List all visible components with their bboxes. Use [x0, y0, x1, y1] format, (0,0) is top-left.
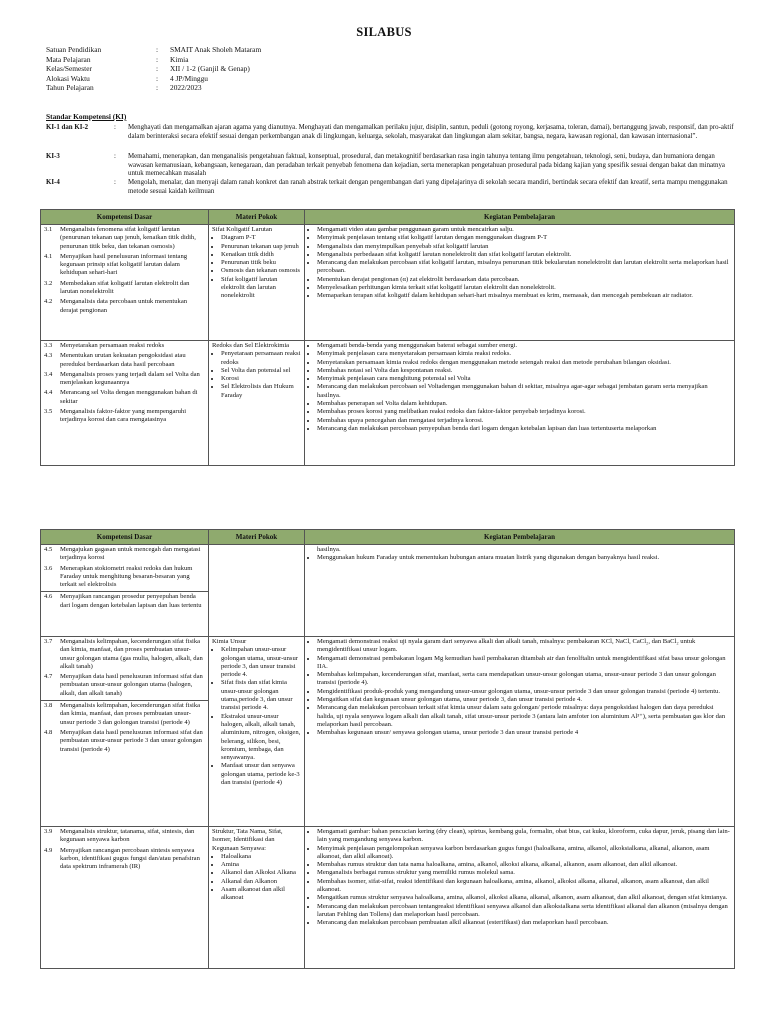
kd-item: [44, 565, 205, 590]
kd-item: [44, 389, 205, 406]
kd-item: [44, 546, 205, 563]
info-row: [46, 64, 261, 74]
kp-list: [308, 638, 731, 738]
header-kompetensi-dasar: Kompetensi Dasar: [41, 210, 209, 225]
kd-item: [44, 352, 205, 369]
table-row: [41, 545, 735, 637]
info-row: [46, 55, 261, 65]
kp-list: [308, 226, 731, 301]
kd-text: Mengajukan gagasan untuk mencegah dan mengatasi terjadinya korosi: [60, 546, 201, 562]
identity-block: [46, 45, 261, 93]
kd-number: 3.7: [44, 638, 53, 645]
info-value: 2022/2023: [170, 83, 202, 93]
mp-title: Sifat Koligatif Larutan: [212, 226, 273, 233]
kd-number: 4.3: [44, 352, 53, 360]
ki-text: Menghayati dan mengamalkan ajaran agama yang dianutnya. Menghayati dan mengamalkan perilaku jujur, disiplin, santun, peduli (gotong royong, kerjasama, toleran, damai), bertanggung jawab, responsif, dan pro-aktif dalam berinteraksi secara efektif sesuai dengan perkembangan anak di lingkungan, keluarga, sekolah, masyarakat dan lingkungan alam sekitar, bangsa, negara, kawasan regional, dan kawasan internasional”.: [128, 124, 734, 140]
kp-item: • Mengamati demonstrasi reaksi uji nyala garam dari senyawa alkali dan alkali tanah, misalnya: pembakaran KCl, NaCl, CaCl₂, dan BaCl₂ untuk mengidentifikasi unsur logam.: [317, 638, 731, 655]
info-colon: :: [156, 83, 159, 93]
kd-text: Menganalisis fenomena sifat koligatif larutan (penurunan tekanan uap jenuh, kenaikan titik didih, penurunan titik beku, dan tekanan osmosis): [60, 226, 196, 250]
kd-text: Menyajikan data hasil penelusuran informasi sifat dan pembuatan unsur-unsur golongan utama (halogen, alkali, dan alkali tanah): [60, 673, 203, 697]
kd-item: [44, 342, 205, 350]
ki-colon: :: [114, 179, 116, 186]
kd-text: Menyajikan data hasil penelusuran informasi sifat dan pembuatan unsur-unsur periode 3 dan unsur golongan transisi (periode 4): [60, 728, 203, 753]
ki-text: Memahami, menerapkan, dan menganalisis pengetahuan faktual, konseptual, prosedural, dan metakognitif berdasarkan rasa ingin tahunya tentang ilmu pengetahuan, teknologi, seni, budaya, dan humaniora dengan wawasan kemanusiaan, kebangsaan, kenegaraan, dan peradaban terkait penyebab fenomena dan kejadian, serta menerapkan pengetahuan prosedural pada bidang kajian yang spesifik sesuai dengan bakat dan minatnya untuk memecahkan masalah: [128, 153, 725, 178]
kd-cell: [41, 827, 209, 969]
mp-item: • Haloalkana: [221, 853, 301, 861]
kd-number: 3.4: [44, 370, 53, 378]
kd-cell: [41, 545, 209, 637]
kd-text: Menganalisis faktor-faktor yang mempengaruhi terjadinya korosi dan cara mengatasinya: [60, 408, 187, 424]
mp-cell: [209, 545, 305, 637]
mp-title: Redoks dan Sel Elektrokimia: [212, 342, 290, 349]
mp-item: • Sifat koligatif larutan elektrolit dan larutan nonelektrolit: [221, 276, 301, 301]
kp-cell: [305, 225, 735, 341]
kp-item: • Membahas isomer, sifat-sifat, reaksi identifikasi dan kegunaan haloalkana, amina, alkanol, alkoksi alkana, alkanal, alkanon, asam alkanoat, dan alkil alkanoat.: [317, 878, 731, 895]
kd-number: 3.9: [44, 828, 53, 835]
table-row: [41, 827, 735, 969]
kd-cell: [41, 341, 209, 466]
kp-continued: hasilnya.: [317, 546, 341, 553]
kp-list: [308, 828, 731, 928]
mp-item: • Sel Volta dan potensial sel: [221, 367, 301, 375]
header-kompetensi-dasar: Kompetensi Dasar: [41, 530, 209, 545]
kp-cell: [305, 827, 735, 969]
ki-colon: :: [114, 124, 116, 131]
kp-item: • Menyimak penjelasan tentang sifat koligatif larutan dengan menggunakan diagram P-T: [317, 234, 731, 242]
kp-item: • Menyimak penjelasan pengelompokan senyawa karbon berdasarkan gugus fungsi (haloalkana, amina, alkanol, alkoksialkana, alkanal, alkanon, asam alkanoat, dan alkil alkanoat).: [317, 845, 731, 862]
kp-item: • Menyimak penjelasan cara menghitung potensial sel Volta: [317, 375, 731, 383]
kd-number: 4.9: [44, 846, 53, 854]
kd-text: Menyetarakan persamaan reaksi redoks: [60, 342, 165, 349]
kp-item: • Merancang dan melakukan percobaan penyepuhan benda dari logam dengan ketebalan lapisan dan luas tertentuserta melaporkan: [317, 425, 731, 433]
kp-item: • Merancang dan melakukan percobaan terkait sifat kimia unsur dalam satu golongan/ periode misalnya: daya pengoksidasi halogen dan daya pereduksi halida, uji nyala senyawa logam alkali dan alkali tanah, sifat unsur-unsur periode 3 (antara lain amfoter ion aluminium Al³⁺), serta pembuatan gas klor dan melaporkan hasil percobaan.: [317, 704, 731, 729]
kp-item: • Menganalisis berbagai rumus struktur yang memiliki rumus molekul sama.: [317, 869, 731, 877]
kp-item: • Mengaitkan rumus struktur senyawa haloalkana, amina, alkanol, alkoksi alkana, alkanal, alkanon, asam alkanoat, dan alkil alkanoat, dengan sifat kimianya.: [317, 894, 731, 902]
kp-list: [308, 554, 731, 562]
kp-item: • Merancang dan melakukan percobaan sel Voltadengan menggunakan bahan di sekitar, misalnya agar-agar sebagai jembatan garam serta menyajikan hasilnya.: [317, 383, 731, 400]
kp-item: • Menggunakan hukum Faraday untuk menentukan hubungan antara muatan listrik yang digunakan dengan banyaknya hasil reaksi.: [317, 554, 731, 562]
mp-list: [212, 350, 301, 400]
kd-number: 3.5: [44, 408, 53, 416]
kd-text: Merancang sel Volta dengan menggunakan bahan di sekitar: [60, 389, 198, 405]
kd-text: Menganalisis struktur, tatanama, sifat, sintesis, dan kegunaan senyawa karbon: [60, 828, 195, 844]
kp-item: • Membahas kegunaan unsur/ senyawa golongan utama, unsur periode 3 dan unsur transisi periode 4: [317, 729, 731, 737]
mp-item: • Diagram P-T: [221, 234, 301, 242]
mp-cell: [209, 341, 305, 466]
kp-item: • Mengamati benda-benda yang menggunakan baterai sebagai sumber energi.: [317, 342, 731, 350]
header-materi-pokok: Materi Pokok: [209, 530, 305, 545]
page-title: SILABUS: [356, 25, 412, 39]
info-row: [46, 74, 261, 84]
kd-number: 3.1: [44, 226, 53, 233]
kd-number: 3.6: [44, 564, 53, 572]
mp-item: • Sifat fisis dan sifat kimia unsur-unsur golongan utama,periode 3, dan unsur transisi periode 4.: [221, 679, 301, 712]
kp-item: • Mengamati gambar: bahan pencucian kering (dry clean), spirtus, kembang gula, formalin, obat bius, cat kuku, kloroform, cuka dapur, jeruk, pisang dan lain-lain yang mengandung senyawa karbon.: [317, 828, 731, 845]
info-label: Mata Pelajaran: [46, 54, 91, 64]
mp-item: • Alkanol dan Alkoksi Alkana: [221, 869, 301, 877]
kd-item: [44, 253, 205, 278]
kd-cell: [41, 225, 209, 341]
kd-item: [44, 638, 205, 671]
kd-number: 4.2: [44, 298, 53, 306]
header-materi-pokok: Materi Pokok: [209, 210, 305, 225]
kp-item: • Membahas notasi sel Volta dan kespontanan reaksi.: [317, 367, 731, 375]
info-row: [46, 83, 261, 93]
table-row: [41, 225, 735, 341]
kp-item: • Mengamati video atau gambar penggunaan garam untuk mencairkan salju.: [317, 226, 731, 234]
kd-number: 4.1: [44, 252, 53, 260]
kd-number: 3.3: [44, 342, 53, 349]
kd-text: Menganalisis kelimpahan, kecenderungan sifat fisika dan kimia, manfaat, dan proses pembuatan unsur-unsur golongan utama (gas mulia, halogen, alkali, dan alkali tanah): [60, 638, 203, 670]
kp-item: • Mengamati demonstrasi pembakaran logam Mg kemudian hasil pembakaran ditambah air dan fenolftalin untuk mengidentifikasi sifat basa unsur golongan IIA.: [317, 655, 731, 672]
mp-title: Struktur, Tata Nama, Sifat, Isomer, Identifikasi dan Kegunaan Senyawa:: [212, 828, 283, 852]
kd-number: 4.6: [44, 593, 53, 601]
info-value: XII / 1-2 (Ganjil & Genap): [170, 64, 250, 74]
kd-text: Menentukan urutan kekuatan pengoksidasi atau pereduksi berdasarkan data hasil percobaan: [60, 352, 186, 368]
mp-item: • Korosi: [221, 375, 301, 383]
ki-row: [46, 153, 736, 179]
table-row: [41, 637, 735, 827]
kd-text: Menganalisis data percobaan untuk menentukan derajat pengionan: [60, 298, 188, 314]
mp-item: • Osmosis dan tekanan osmosis: [221, 267, 301, 275]
kd-number: 4.8: [44, 728, 53, 736]
kp-cell: [305, 341, 735, 466]
mp-cell: [209, 637, 305, 827]
kd-item: [44, 298, 205, 315]
mp-list: [212, 646, 301, 787]
kd-item: [44, 847, 205, 872]
kp-item: • Membahas penerapan sel Volta dalam kehidupan.: [317, 400, 731, 408]
kp-list: [308, 342, 731, 433]
kp-item: • Merancang dan melakukan percobaan sifat koligatif larutan, misalnya penurunan titik bekularutan nonelektrolit dan larutan elektrolit serta melaporkan hasil percobaan.: [317, 259, 731, 276]
kp-item: • Memaparkan terapan sifat koligatif dalam kehidupan sehari-hari misalnya membuat es krim, memasak, dan mencegah pembekuan air radiator.: [317, 292, 731, 300]
table-row: [41, 341, 735, 466]
info-value: Kimia: [170, 54, 189, 64]
syllabus-table-2: [40, 529, 735, 969]
mp-item: • Penurunan titik beku: [221, 259, 301, 267]
kp-item: • Menganalisis perbedaaan sifat koligatif larutan nonelektrolit dan sifat koligatif larutan elektrolit.: [317, 251, 731, 259]
ki-label: KI-4: [46, 179, 60, 186]
kp-cell: [305, 545, 735, 637]
kd-text: Menerapkan stokiometri reaksi redoks dan hukum Faraday untuk menghitung besaran-besaran yang terkait sel elektrolisis: [60, 564, 193, 589]
mp-item: • Penyetaraan persamaan reaksi redoks: [221, 350, 301, 367]
kp-item: • Menyelesaikan perhitungan kimia terkait sifat koligatif larutan elektrolit dan nonelektrolit.: [317, 284, 731, 292]
ki-label: KI-3: [46, 153, 60, 160]
header-kegiatan-pembelajaran: Kegiatan Pembelajaran: [305, 210, 735, 225]
kp-item: • Menyetarakan persamaan kimia reaksi redoks dengan menggunakan metode setengah reaksi dan metode perubahan bilangan oksidasi.: [317, 359, 731, 367]
info-row: [46, 45, 261, 55]
ki-colon: :: [114, 153, 116, 160]
mp-cell: [209, 827, 305, 969]
mp-item: • Alkanal dan Alkanon: [221, 878, 301, 886]
kp-item: • Menyimak penjelasan cara menyetarakan persamaan kimia reaksi redoks.: [317, 350, 731, 358]
kd-item: [44, 371, 205, 388]
ki-label: KI-1 dan KI-2: [46, 124, 89, 131]
mp-item: • Sel Elektrolisis dan Hukum Faraday: [221, 383, 301, 400]
info-label: Kelas/Semester: [46, 64, 92, 74]
kp-item: • Mengaitkan sifat dan kegunaan unsur golongan utama, unsur periode 3, dan unsur transisi periode 4.: [317, 696, 731, 704]
kp-item: • Menganalisis dan menyimpulkan penyebab sifat koligatif larutan: [317, 243, 731, 251]
kd-cell: [41, 637, 209, 827]
info-label: Tahun Pelajaran: [46, 83, 94, 93]
info-colon: :: [156, 64, 159, 74]
kd-text: Menyajikan rancangan percobaan sintesis senyawa karbon, identifikasi gugus fungsi dan/atau penafsiran data spektrum inframerah (IR): [60, 846, 200, 871]
info-colon: :: [156, 45, 159, 54]
kd-item: [41, 591, 208, 610]
mp-item: • Penurunan tekanan uap jenuh: [221, 243, 301, 251]
kd-number: 4.7: [44, 673, 53, 681]
ki-row: [46, 124, 736, 141]
kd-text: Menganalisis proses yang terjadi dalam sel Volta dan menjelaskan kegunaannya: [60, 370, 200, 387]
kp-cell: [305, 637, 735, 827]
kd-item: [44, 673, 205, 698]
ki-text: Mengolah, menalar, dan menyaji dalam ranah konkret dan ranah abstrak terkait dengan pengembangan dari yang dipelajarinya di sekolah secara mandiri, bertindak secara efektif dan kreatif, serta mampu menggunakan metode sesuai kaidah keilmuan: [128, 179, 728, 195]
kd-item: [44, 226, 205, 251]
syllabus-table-1: [40, 209, 735, 466]
info-value: SMAIT Anak Sholeh Mataram: [170, 45, 262, 54]
standar-kompetensi-title: Standar Kompetensi (KI): [46, 112, 127, 121]
mp-title: Kimia Unsur: [212, 638, 247, 645]
kp-item: • Merancang dan melakukan percobaan tentangreaksi identifikasi senyawa alkanol dan alkoksialkana serta identifikasi alkanal dan alkanon (misalnya dengan larutan Fehling dan Tollens) dan melaporkan hasil percobaan.: [317, 903, 731, 920]
info-colon: :: [156, 73, 159, 83]
kp-item: • Menentukan derajat pengionan (α) zat elektrolit berdasarkan data percobaan.: [317, 276, 731, 284]
info-value: 4 JP/Minggu: [170, 73, 208, 83]
kd-item: [44, 828, 205, 845]
mp-item: • Kelimpahan unsur-unsur golongan utama, unsur-unsur periode 3, dan unsur transisi periode 4.: [221, 646, 301, 679]
ki-row: [46, 179, 736, 196]
kd-item: [44, 280, 205, 297]
kd-item: [41, 700, 208, 727]
mp-list: [212, 853, 301, 903]
kd-item: [44, 729, 205, 754]
kp-item: • Membahas proses korosi yang melibatkan reaksi redoks dan faktor-faktor penyebab terjadinya korosi.: [317, 408, 731, 416]
kd-text: Menyajikan hasil penelusuran informasi tentang kegunaan prinsip sifat koligatif larutan dalam kehidupan sehari-hari: [60, 252, 188, 277]
mp-item: • Asam alkanoat dan alkil alkanoat: [221, 886, 301, 903]
kd-number: 3.2: [44, 279, 53, 287]
mp-cell: [209, 225, 305, 341]
kd-number: 4.5: [44, 546, 53, 553]
mp-list: [212, 234, 301, 300]
mp-item: • Ekstraksi unsur-unsur halogen, alkali, alkali tanah, aluminium, nitrogen, oksigen, belerang, silikon, besi, kromium, tembaga, dan senyawanya.: [221, 713, 301, 763]
kp-item: • Membahas rumus struktur dan tata nama haloalkana, amina, alkanol, alkoksi alkana, alkanal, alkanon, asam alkanoat, dan alkil alkanoat.: [317, 861, 731, 869]
info-label: Alokasi Waktu: [46, 73, 90, 83]
mp-item: • Kenaikan titik didih: [221, 251, 301, 259]
kp-item: • Mengidentifikasi produk-produk yang mengandung unsur-unsur golongan utama, unsur-unsur periode 3 dan unsur golongan transisi (periode 4) tertentu.: [317, 688, 731, 696]
info-colon: :: [156, 54, 159, 64]
kd-text: Menyajikan rancangan prosedur penyepuhan benda dari logam dengan ketebalan lapisan dan luas tertentu: [60, 593, 202, 609]
info-label: Satuan Pendidikan: [46, 45, 102, 54]
kd-item: [44, 408, 205, 425]
kp-item: • Merancang dan melakukan percobaan pembuatan alkil alkanoat (esterifikasi) dan melaporkan hasil percobaan.: [317, 919, 731, 927]
kp-item: • Membahas kelimpahan, kecenderungan sifat, manfaat, serta cara mendapatkan unsur-unsur golongan utama, unsur-unsur periode 3 dan unsur golongan transisi (periode 4).: [317, 671, 731, 688]
kd-text: Menganalisis kelimpahan, kecenderungan sifat fisika dan kimia, manfaat, dan proses pembuatan unsur-unsur periode 3 dan golongan transisi (periode 4): [60, 702, 201, 726]
kp-item: • Membahas upaya pencegahan dan mengatasi terjadinya korosi.: [317, 417, 731, 425]
mp-item: • Amina: [221, 861, 301, 869]
kd-number: 3.8: [44, 702, 53, 710]
kd-text: Membedakan sifat koligatif larutan elektrolit dan larutan nonelektrolit: [60, 279, 190, 296]
header-kegiatan-pembelajaran: Kegiatan Pembelajaran: [305, 530, 735, 545]
kd-number: 4.4: [44, 389, 53, 397]
mp-item: • Manfaat unsur dan senyawa golongan utama, periode ke-3 dan transisi (periode 4): [221, 762, 301, 787]
